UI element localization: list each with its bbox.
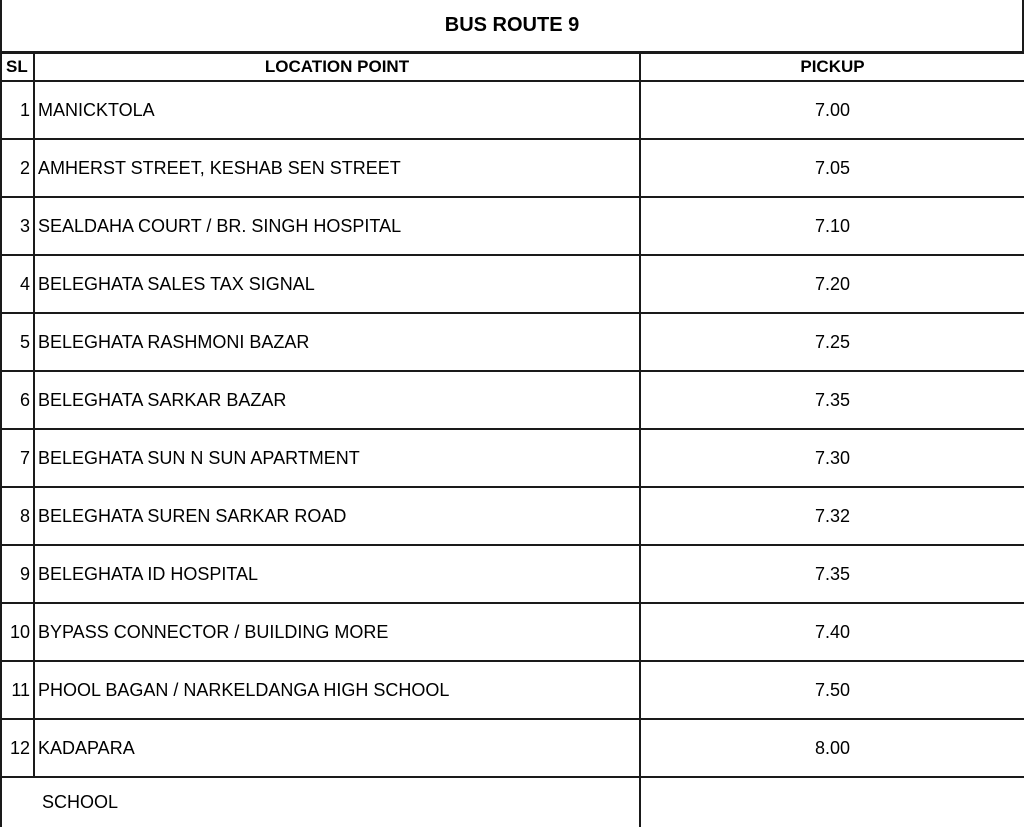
sl-cell: 7 bbox=[1, 429, 34, 487]
pickup-cell: 7.20 bbox=[640, 255, 1024, 313]
header-sl: SL bbox=[1, 53, 34, 81]
location-cell: SEALDAHA COURT / BR. SINGH HOSPITAL bbox=[34, 197, 640, 255]
pickup-cell: 7.35 bbox=[640, 545, 1024, 603]
table-row bbox=[1, 603, 1024, 661]
sl-cell: 5 bbox=[1, 313, 34, 371]
table-row bbox=[1, 661, 1024, 719]
location-cell: AMHERST STREET, KESHAB SEN STREET bbox=[34, 139, 640, 197]
pickup-cell: 7.30 bbox=[640, 429, 1024, 487]
table-row bbox=[1, 429, 1024, 487]
location-cell: PHOOL BAGAN / NARKELDANGA HIGH SCHOOL bbox=[34, 661, 640, 719]
pickup-cell: 8.00 bbox=[640, 719, 1024, 777]
route-table bbox=[0, 52, 1024, 827]
sl-cell: 12 bbox=[1, 719, 34, 777]
location-cell: KADAPARA bbox=[34, 719, 640, 777]
table-row bbox=[1, 719, 1024, 777]
location-cell: BELEGHATA SUN N SUN APARTMENT bbox=[34, 429, 640, 487]
school-label: SCHOOL bbox=[1, 777, 640, 827]
location-cell: BELEGHATA ID HOSPITAL bbox=[34, 545, 640, 603]
table-row bbox=[1, 197, 1024, 255]
header-row bbox=[1, 53, 1024, 81]
pickup-cell: 7.00 bbox=[640, 81, 1024, 139]
route-title: BUS ROUTE 9 bbox=[0, 0, 1024, 53]
table-row bbox=[1, 487, 1024, 545]
sl-cell: 1 bbox=[1, 81, 34, 139]
table-row bbox=[1, 371, 1024, 429]
sl-cell: 3 bbox=[1, 197, 34, 255]
table-row bbox=[1, 139, 1024, 197]
pickup-cell: 7.50 bbox=[640, 661, 1024, 719]
pickup-cell: 7.10 bbox=[640, 197, 1024, 255]
pickup-cell: 7.25 bbox=[640, 313, 1024, 371]
table-row bbox=[1, 313, 1024, 371]
header-location: LOCATION POINT bbox=[34, 53, 640, 81]
location-cell: BELEGHATA RASHMONI BAZAR bbox=[34, 313, 640, 371]
school-row bbox=[1, 777, 1024, 827]
location-cell: MANICKTOLA bbox=[34, 81, 640, 139]
sl-cell: 11 bbox=[1, 661, 34, 719]
pickup-cell: 7.05 bbox=[640, 139, 1024, 197]
table-row bbox=[1, 255, 1024, 313]
school-pickup-cell bbox=[640, 777, 1024, 827]
table-row bbox=[1, 545, 1024, 603]
pickup-cell: 7.35 bbox=[640, 371, 1024, 429]
pickup-cell: 7.32 bbox=[640, 487, 1024, 545]
location-cell: BELEGHATA SARKAR BAZAR bbox=[34, 371, 640, 429]
pickup-cell: 7.40 bbox=[640, 603, 1024, 661]
sl-cell: 6 bbox=[1, 371, 34, 429]
sl-cell: 8 bbox=[1, 487, 34, 545]
sl-cell: 10 bbox=[1, 603, 34, 661]
location-cell: BELEGHATA SALES TAX SIGNAL bbox=[34, 255, 640, 313]
header-pickup: PICKUP bbox=[640, 53, 1024, 81]
location-cell: BELEGHATA SUREN SARKAR ROAD bbox=[34, 487, 640, 545]
location-cell: BYPASS CONNECTOR / BUILDING MORE bbox=[34, 603, 640, 661]
sl-cell: 2 bbox=[1, 139, 34, 197]
sl-cell: 9 bbox=[1, 545, 34, 603]
table-row bbox=[1, 81, 1024, 139]
sl-cell: 4 bbox=[1, 255, 34, 313]
